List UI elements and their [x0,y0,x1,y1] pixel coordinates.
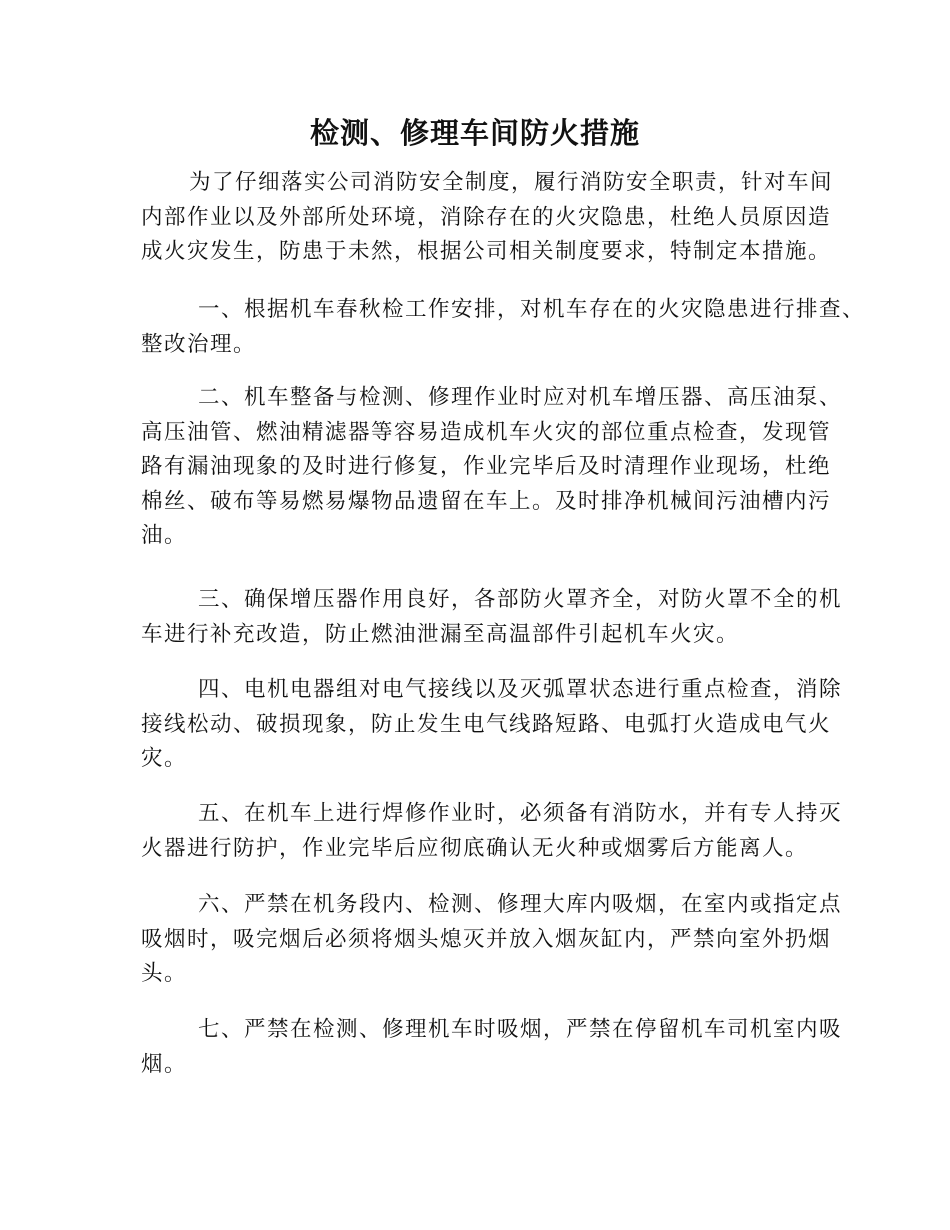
intro-line: 内部作业以及外部所处环境，消除存在的火灾隐患，杜绝人员原因造 [141,204,832,230]
measure-item-7 [141,1013,842,1082]
measure-line: 吸烟时，吸完烟后必须将烟头熄灭并放入烟灰缸内，严禁向室外扔烟 [141,926,832,952]
measure-line: 四、电机电器组对电气接线以及灭弧罩状态进行重点检查，消除 [198,677,843,702]
measure-line: 棉丝、破布等易燃易爆物品遗留在车上。及时排净机械间污油槽内污 [141,488,832,514]
measure-line: 头。 [141,961,188,986]
document-title: 检测、修理车间防火措施 [309,116,640,150]
measure-line: 二、机车整备与检测、修理作业时应对机车增压器、高压油泵、 [198,385,843,410]
measure-line: 灾。 [141,746,188,771]
measure-item-5 [141,797,842,866]
measure-line: 五、在机车上进行焊修作业时，必须备有消防水，并有专人持灭 [198,801,843,826]
measure-line: 三、确保增压器作用良好，各部防火罩齐全，对防火罩不全的机 [198,587,843,612]
measure-line: 高压油管、燃油精滤器等容易造成机车火灾的部位重点检查，发现管 [141,419,832,445]
measure-line: 整改治理。 [141,331,257,357]
measure-item-2 [141,381,842,554]
intro-paragraph [141,166,833,270]
intro-line: 为了仔细落实公司消防安全制度，履行消防安全职责，针对车间 [189,170,834,195]
measure-item-1 [141,293,865,362]
measure-line: 接线松动、破损现象，防止发生电气线路短路、电弧打火造成电气火 [141,711,832,737]
measure-line: 火器进行防护，作业完毕后应彻底确认无火种或烟雾后方能离人。 [141,835,809,861]
measure-line: 烟。 [141,1051,188,1077]
measure-line: 路有漏油现象的及时进行修复，作业完毕后及时清理作业现场，杜绝 [141,454,832,479]
measure-line: 七、严禁在检测、修理机车时吸烟，严禁在停留机车司机室内吸 [198,1017,843,1042]
measure-line: 六、严禁在机务段内、检测、修理大库内吸烟，在室内或指定点 [198,892,843,917]
measure-item-6 [141,888,842,992]
measure-item-3 [141,583,842,652]
measure-item-4 [141,673,842,777]
measure-line: 车进行补充改造，防止燃油泄漏至高温部件引起机车火灾。 [141,621,740,647]
measure-line: 油。 [141,523,188,548]
intro-line: 成火灾发生，防患于未然，根据公司相关制度要求，特制定本措施。 [141,239,832,264]
measure-line: 一、根据机车春秋检工作安排，对机车存在的火灾隐患进行排查、 [198,297,866,322]
